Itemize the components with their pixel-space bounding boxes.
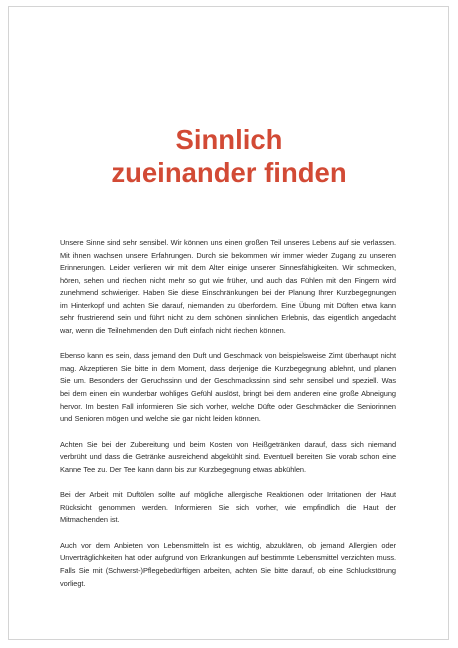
paragraph-1: Unsere Sinne sind sehr sensibel. Wir können uns einen großen Teil unseres Lebens auf sie verlassen. Mit ihnen wachsen unsere Erfahrungen. Durch sie bekommen wir immer wieder Zugang zu unseren Erinnerungen. Leider verlieren wir mit dem Alter einige unserer Sinnesfähigkeiten. Wir schmecken, hören, sehen und riechen nicht mehr so gut wie früher, und auch das Fühlen mit den Fingern wird zunehmend schwieriger. Haben Sie diese Einschränkungen bei der Planung Ihrer Kurzbegegnungen im Hinterkopf und achten Sie darauf, niemanden zu überfordern. Eine Übung mit Düften etwa kann sehr frustrierend sein und führt nicht zu dem schönen sinnlichen Erlebnis, das eigentlich angedacht war, wenn die Teilnehmenden den Duft einfach nicht riechen können.	[60, 238, 396, 335]
page-title	[0, 123, 458, 189]
title-line-1: Sinnlich	[175, 124, 283, 155]
body-text	[60, 237, 396, 603]
title-line-2: zueinander finden	[111, 157, 347, 188]
paragraph-2: Ebenso kann es sein, dass jemand den Duft und Geschmack von beispielsweise Zimt überhaupt nicht mag. Akzeptieren Sie bitte in dem Moment, dass derjenige die Kurzbegegnung ablehnt, und planen Sie um. Besonders der Geruchssinn und der Geschmackssinn sind sehr sensibel und speziell. Was bei dem einen ein wunderbar wohliges Gefühl auslöst, bringt bei dem anderen eine große Abneigung hervor. Im besten Fall informieren Sie sich vorher, welche Düfte oder Geschmäcker die Seniorinnen und Senioren mögen und welche sie gar nicht leiden können.	[60, 351, 396, 424]
paragraph-4: Bei der Arbeit mit Duftölen sollte auf mögliche allergische Reaktionen oder Irritationen der Haut Rücksicht genommen werden. Informieren Sie sich vorher, wie empfindlich die Haut der Mitmachenden ist.	[60, 490, 396, 525]
paragraph-5: Auch vor dem Anbieten von Lebensmitteln ist es wichtig, abzuklären, ob jemand Allergien oder Unverträglichkeiten hat oder aufgrund von Erkrankungen auf bestimmte Lebensmittel verzichten muss. Falls Sie mit (Schwerst-)Pflegebedürftigen arbeiten, achten Sie bitte darauf, ob eine Schluckstörung vorliegt.	[60, 540, 396, 588]
paragraph-3: Achten Sie bei der Zubereitung und beim Kosten von Heißgetränken darauf, dass sich niemand verbrüht und dass die Getränke ausreichend abgekühlt sind. Eventuell bereiten Sie vorab schon eine Kanne Tee zu. Der Tee kann dann bis zur Kurzbegegnung etwas abkühlen.	[60, 439, 396, 474]
